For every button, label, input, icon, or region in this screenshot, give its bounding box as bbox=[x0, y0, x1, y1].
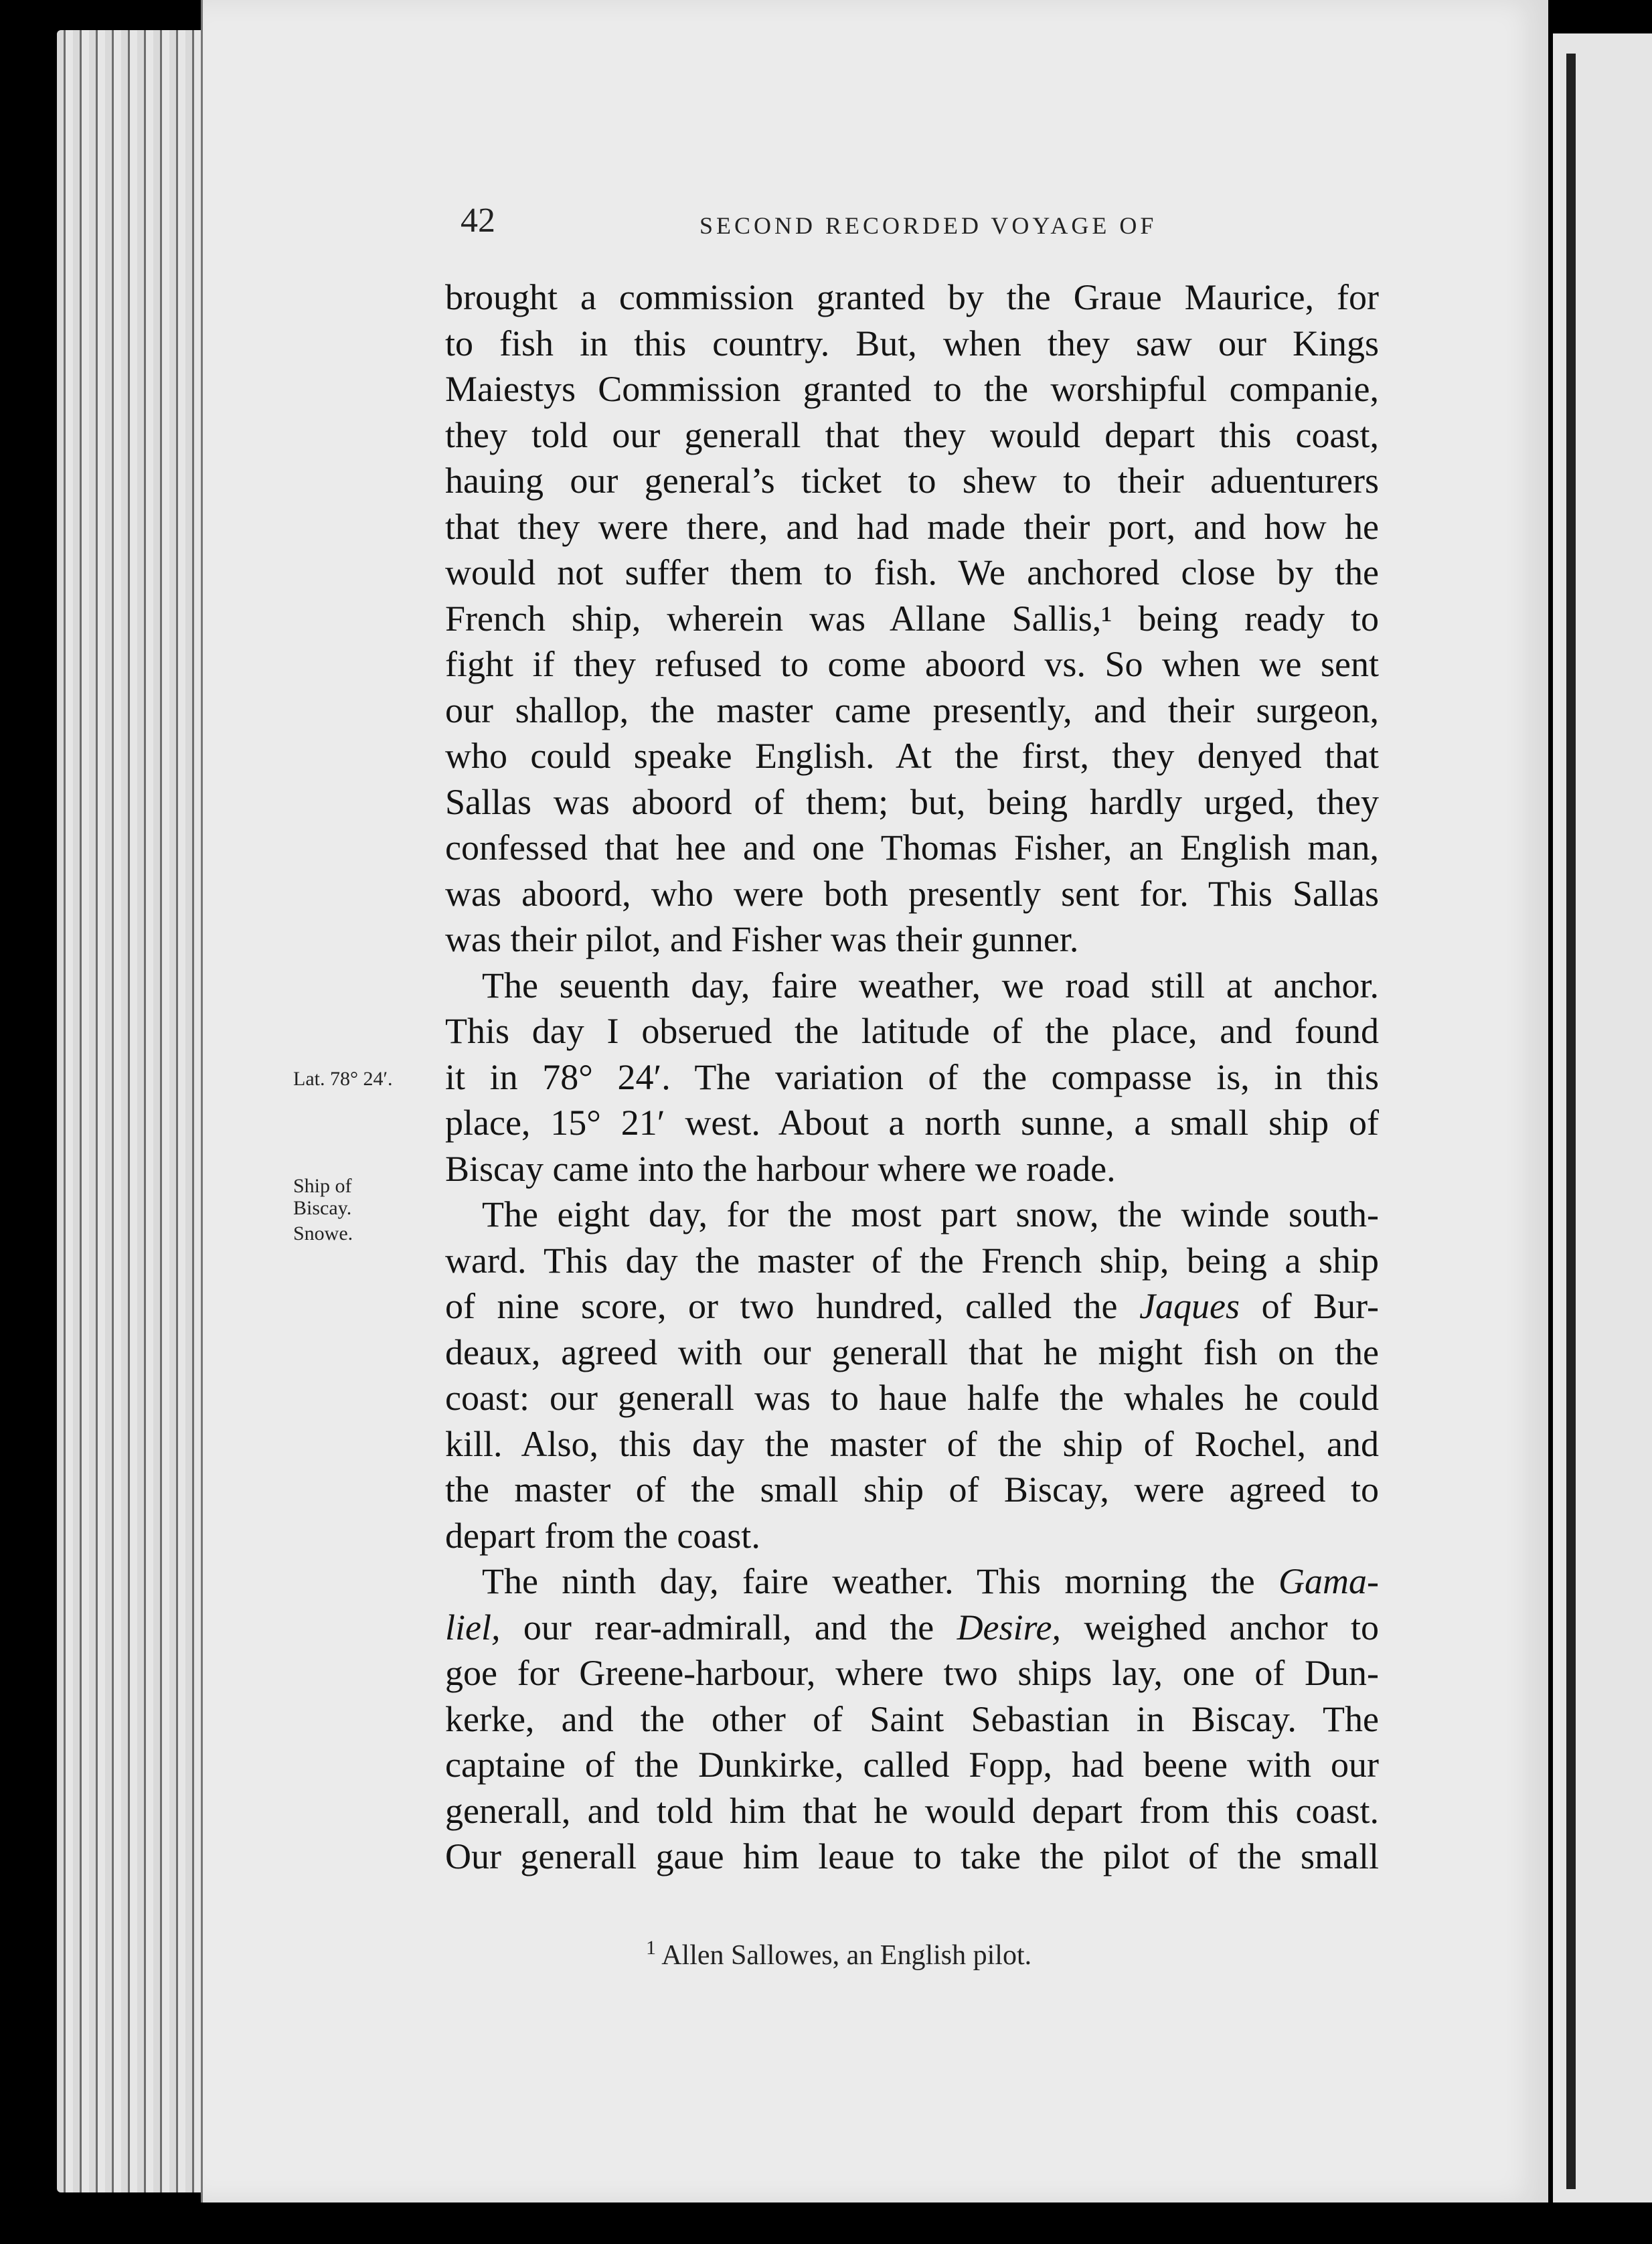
margin-note-latitude: Lat. 78° 24′. bbox=[293, 1068, 393, 1090]
text-line: our shallop, the master came presently, and their surgeon, bbox=[445, 690, 1379, 730]
text-line: Sallas was aboord of them; but, being hardly urged, they bbox=[445, 781, 1379, 822]
text-line: Biscay came into the harbour where we roade. bbox=[445, 1148, 1116, 1189]
text-line: to fish in this country. But, when they saw our Kings bbox=[445, 323, 1379, 364]
body-text bbox=[445, 274, 1379, 1880]
book-page-edges bbox=[57, 30, 211, 2192]
margin-note-ship-of: Ship of bbox=[293, 1175, 352, 1197]
text-line: they told our generall that they would depart this coast, bbox=[445, 414, 1379, 455]
text-line: ward. This day the master of the French ship, being a ship bbox=[445, 1240, 1379, 1281]
text-line: captaine of the Dunkirke, called Fopp, had beene with our bbox=[445, 1745, 1379, 1785]
text-line: This day I obserued the latitude of the place, and found bbox=[445, 1011, 1379, 1051]
ship-name-desire: Desire, bbox=[957, 1607, 1062, 1648]
text-line: of nine score, or two hundred, called the Jaques of Bur- bbox=[445, 1286, 1379, 1326]
text-line: deaux, agreed with our generall that he might fish on the bbox=[445, 1332, 1379, 1372]
text-line: generall, and told him that he would depart from this coast. bbox=[445, 1790, 1379, 1831]
text-line: kerke, and the other of Saint Sebastian in Biscay. The bbox=[445, 1698, 1379, 1739]
text-line: place, 15° 21′ west. About a north sunne, a small ship of bbox=[445, 1103, 1379, 1143]
text-line: confessed that hee and one Thomas Fisher, an English man, bbox=[445, 827, 1379, 868]
text-line: The ninth day, faire weather. This morning the Gama- bbox=[482, 1561, 1380, 1601]
text-line: Our generall gaue him leaue to take the pilot of the small bbox=[445, 1836, 1379, 1876]
footnote-text: Allen Sallowes, an English pilot. bbox=[661, 1940, 1032, 1971]
text-line: hauing our general’s ticket to shew to their aduenturers bbox=[445, 461, 1379, 501]
ship-name-gamaliel-cont: liel, bbox=[445, 1607, 501, 1648]
ship-name-jaques: Jaques bbox=[1139, 1286, 1240, 1326]
text-line: brought a commission granted by the Graue Maurice, for bbox=[445, 277, 1379, 317]
text-line: coast: our generall was to haue halfe the whales he could bbox=[445, 1378, 1379, 1418]
facing-page-edge bbox=[1553, 33, 1652, 2202]
text-line: liel, our rear-admirall, and the Desire, weighed anchor to bbox=[445, 1607, 1380, 1648]
text-line: kill. Also, this day the master of the ship of Rochel, and bbox=[445, 1423, 1379, 1464]
text-line: The seuenth day, faire weather, we road still at anchor. bbox=[482, 965, 1379, 1006]
text-line: French ship, wherein was Allane Sallis,¹ being ready to bbox=[445, 598, 1379, 639]
text-line: Maiestys Commission granted to the worshipful companie, bbox=[445, 369, 1379, 409]
page-number: 42 bbox=[461, 202, 495, 240]
text-line: who could speake English. At the first, they denyed that bbox=[445, 736, 1379, 776]
text-line: was aboord, who were both presently sent for. This Sallas bbox=[445, 873, 1379, 914]
margin-note-biscay: Biscay. bbox=[293, 1197, 352, 1219]
text-line: fight if they refused to come aboord vs. So when we sent bbox=[445, 644, 1379, 684]
text-line: the master of the small ship of Biscay, were agreed to bbox=[445, 1469, 1379, 1510]
margin-note-snowe: Snowe. bbox=[293, 1222, 353, 1245]
text-line: it in 78° 24′. The variation of the compasse is, in this bbox=[445, 1056, 1379, 1097]
footnote-marker: 1 bbox=[646, 1937, 656, 1959]
text-line: The eight day, for the most part snow, the winde south- bbox=[482, 1194, 1379, 1234]
text-line: depart from the coast. bbox=[445, 1515, 760, 1556]
running-head: SECOND RECORDED VOYAGE OF bbox=[699, 212, 1157, 239]
text-line: goe for Greene-harbour, where two ships lay, one of Dun- bbox=[445, 1653, 1379, 1693]
text-line: would not suffer them to fish. We anchored close by the bbox=[445, 552, 1379, 592]
text-line: that they were there, and had made their port, and how he bbox=[445, 506, 1379, 547]
text-line: was their pilot, and Fisher was their gunner. bbox=[445, 919, 1079, 959]
footnote bbox=[646, 1939, 1031, 1972]
ship-name-gamaliel: Gama- bbox=[1278, 1561, 1380, 1601]
